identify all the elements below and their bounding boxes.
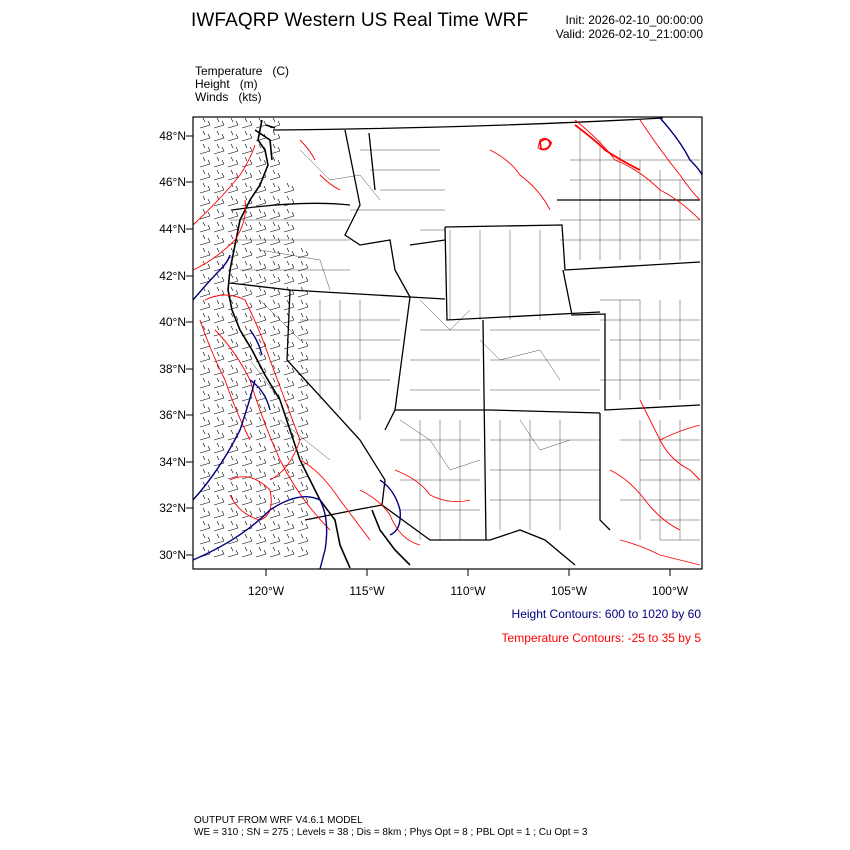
lat-label-34: 34°N: [159, 455, 186, 469]
field-height: Height (m): [195, 77, 258, 91]
lat-label-46: 46°N: [159, 175, 186, 189]
valid-time: Valid: 2026-02-10_21:00:00: [555, 27, 703, 41]
lat-label-42: 42°N: [159, 269, 186, 283]
model-version: OUTPUT FROM WRF V4.6.1 MODEL: [194, 815, 363, 826]
lon-label-120: 120°W: [247, 584, 285, 598]
temperature-contour-legend: Temperature Contours: -25 to 35 by 5: [501, 631, 701, 645]
lat-label-38: 38°N: [159, 362, 186, 376]
model-config: WE = 310 ; SN = 275 ; Levels = 38 ; Dis = 8km ; Phys Opt = 8 ; PBL Opt = 1 ; Cu Opt = 3: [194, 827, 588, 838]
map-panel: [186, 117, 702, 576]
map-title: IWFAQRP Western US Real Time WRF: [191, 10, 529, 31]
lon-label-110: 110°W: [450, 584, 486, 598]
lat-label-32: 32°N: [159, 501, 186, 515]
lon-label-115: 115°W: [349, 584, 385, 598]
lat-label-36: 36°N: [159, 408, 186, 422]
lat-label-48: 48°N: [159, 129, 186, 143]
lat-label-44: 44°N: [159, 222, 186, 236]
model-footer: [194, 815, 587, 839]
field-winds: Winds (kts): [195, 90, 262, 104]
lat-label-30: 30°N: [159, 548, 186, 562]
lon-label-100: 100°W: [651, 584, 689, 598]
height-contour-legend: Height Contours: 600 to 1020 by 60: [511, 607, 701, 621]
lon-label-105: 105°W: [550, 584, 588, 598]
field-temperature: Temperature (C): [195, 64, 290, 78]
lat-label-40: 40°N: [159, 315, 186, 329]
init-time: Init: 2026-02-10_00:00:00: [565, 13, 703, 27]
